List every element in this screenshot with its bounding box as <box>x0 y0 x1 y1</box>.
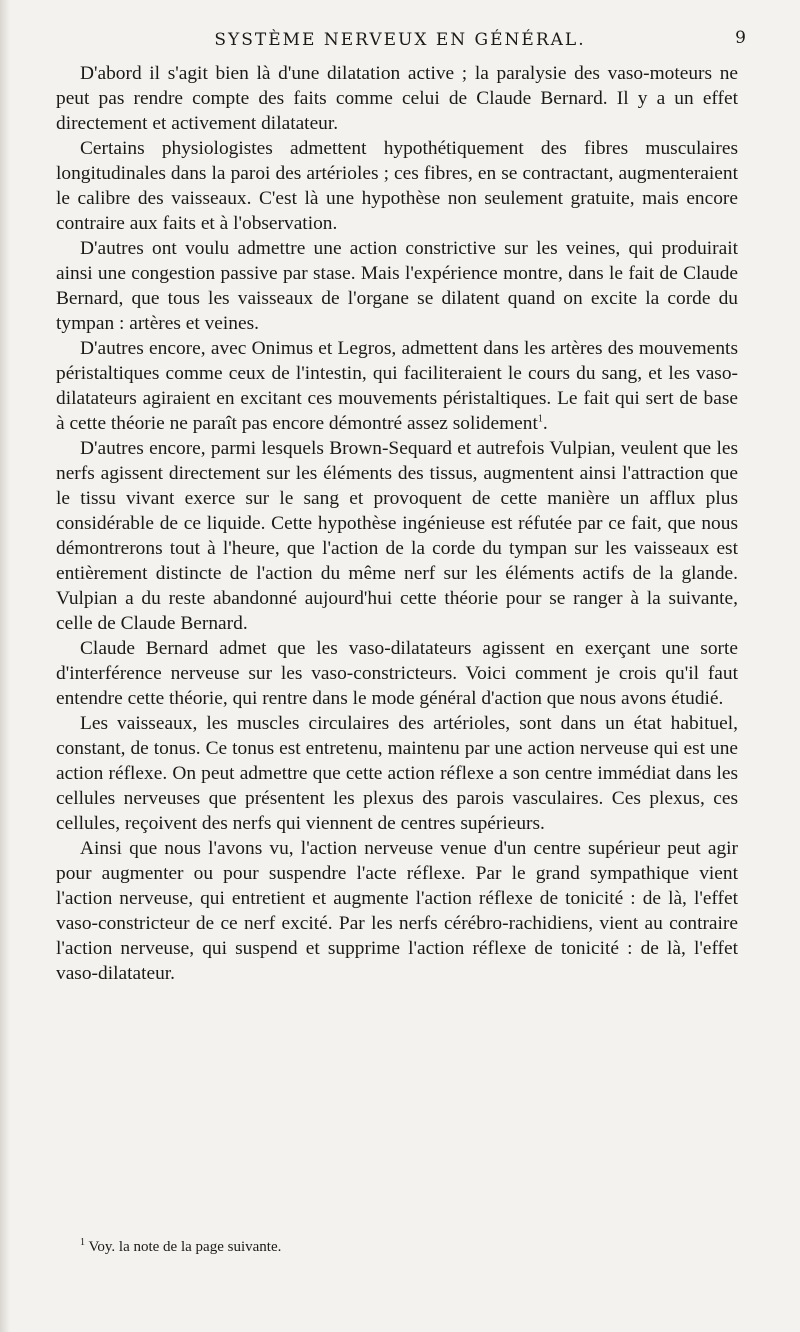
footnote-text: Voy. la note de la page suivante. <box>88 1239 282 1255</box>
paragraph: D'abord il s'agit bien là d'une dilatation active ; la paralysie des vaso-moteurs ne peut pas rendre compte des faits comme celui de Claude Bernard. Il y a un effet directement et activement dilatateur. <box>56 63 738 134</box>
paragraph: Certains physiologistes admettent hypothétiquement des fibres musculaires longitudinales dans la paroi des artérioles ; ces fibres, en se contractant, augmenteraient le calibre des vaisseaux. C'est là une hypothèse non seulement gratuite, mais encore contraire aux faits et à l'observation. <box>56 138 738 234</box>
footnote <box>80 1237 740 1257</box>
paragraph: D'autres ont voulu admettre une action constrictive sur les veines, qui produirait ainsi une congestion passive par stase. Mais l'expérience montre, dans le fait de Claude Bernard, que tous les vaisseaux de l'organe se dilatent quand on excite la corde du tympan : artères et veines. <box>56 238 738 334</box>
body-text <box>56 61 738 986</box>
paragraph: Claude Bernard admet que les vaso-dilatateurs agissent en exerçant une sorte d'interférence nerveuse sur les vaso-constricteurs. Voici comment je crois qu'il faut entendre cette théorie, qui rentre dans le mode général d'action que nous avons étudié. <box>56 638 738 709</box>
footnote-reference[interactable]: 1 <box>537 413 543 425</box>
page-number: 9 <box>735 28 746 48</box>
page-edge-shadow <box>0 0 10 1332</box>
footnote-marker: 1 <box>80 1237 85 1248</box>
running-title: SYSTÈME NERVEUX EN GÉNÉRAL. <box>214 30 586 50</box>
paragraph: D'autres encore, parmi lesquels Brown-Sequard et autrefois Vulpian, veulent que les nerfs agissent directement sur les éléments des tissus, augmentent ainsi l'attraction que le tissu vivant exerce sur le sang et provoquent de cette manière un afflux plus considérable de ce liquide. Cette hypothèse ingénieuse est réfutée par ce fait, que nous démontrerons tout à l'heure, que l'action de la corde du tympan sur les vaisseaux est entièrement distincte de l'action du même nerf sur les éléments actifs de la glande. Vulpian a du reste abandonné aujourd'hui cette théorie pour se ranger à la suivante, celle de Claude Bernard. <box>56 438 738 634</box>
paragraph-with-note <box>56 336 738 436</box>
paragraph-text: D'autres encore, avec Onimus et Legros, admettent dans les artères des mouvements péristaltiques comme ceux de l'intestin, qui faciliteraient le cours du sang, et les vaso-dilatateurs agiraient en excitant ces mouvements péristaltiques. Le fait qui sert de base à cette théorie ne paraît pas encore démontré assez solidement <box>56 338 738 434</box>
paragraph-end: . <box>542 413 548 434</box>
paragraph: Les vaisseaux, les muscles circulaires des artérioles, sont dans un état habituel, constant, de tonus. Ce tonus est entretenu, maintenu par une action nerveuse qui est une action réflexe. On peut admettre que cette action réflexe a son centre immédiat dans les cellules nerveuses que présentent les plexus des parois vasculaires. Ces plexus, ces cellules, reçoivent des nerfs qui viennent de centres supérieurs. <box>56 713 738 834</box>
paragraph: Ainsi que nous l'avons vu, l'action nerveuse venue d'un centre supérieur peut agir pour augmenter ou pour suspendre l'acte réflexe. Par le grand sympathique vient l'action nerveuse, qui entretient et augmente l'action réflexe de tonicité : de là, l'effet vaso-constricteur de ce nerf excité. Par les nerfs cérébro-rachidiens, vient au contraire l'action nerveuse, qui suspend et supprime l'action réflexe de tonicité : de là, l'effet vaso-dilatateur. <box>56 838 738 984</box>
running-head <box>0 30 800 58</box>
